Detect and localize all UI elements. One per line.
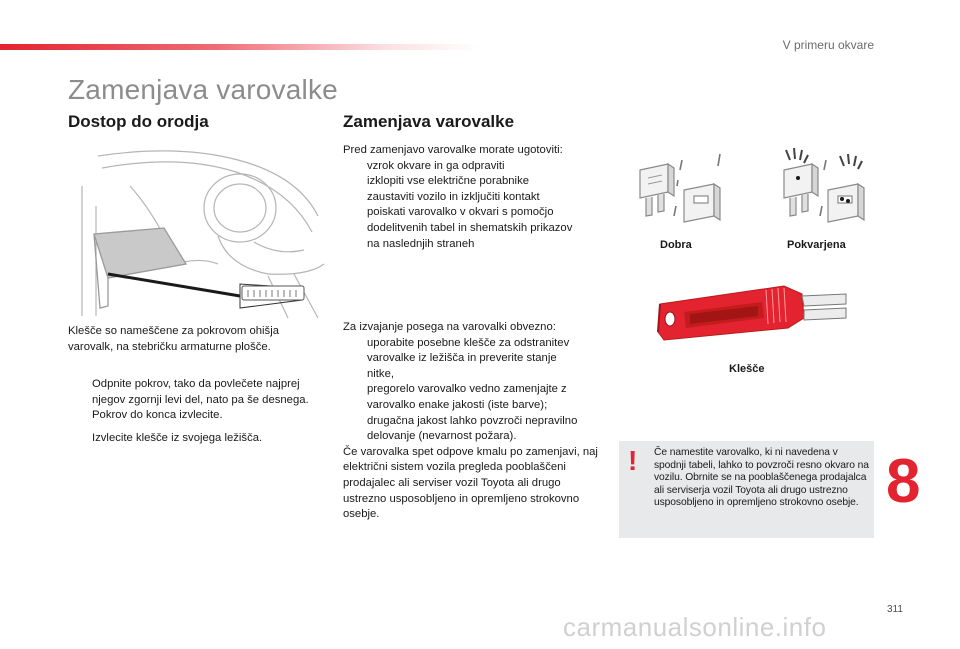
page-number: 311 <box>887 604 903 615</box>
warning-icon: ! <box>628 445 638 476</box>
watermark: carmanualsonline.info <box>563 612 827 642</box>
list-item: vzrok okvare in ga odpraviti <box>367 159 505 172</box>
warning-note <box>619 441 874 538</box>
before-intro: Pred zamenjavo varovalke morate ugotoviti: <box>343 144 563 156</box>
list-item: Odpnite pokrov, tako da povlečete najprej njegov zgornji levi del, nato pa še desnega. <box>92 378 309 406</box>
list-item: zaustaviti vozilo in izključiti kontakt <box>367 190 540 203</box>
list-item: izklopiti vse električne porabnike <box>367 175 530 188</box>
fuse-blown-label: Pokvarjena <box>787 239 846 251</box>
fuse-good-illustration <box>634 146 726 234</box>
left-heading: Dostop do orodja <box>68 112 209 131</box>
list-item: Pokrov do konca izvlecite. <box>92 409 223 422</box>
pliers-illustration <box>654 284 854 342</box>
middle-during-list <box>343 320 605 523</box>
list-item: Izvlecite klešče iz svojega ležišča. <box>92 431 263 444</box>
middle-heading: Zamenjava varovalke <box>343 112 515 131</box>
dashboard-illustration <box>68 146 326 320</box>
warning-note-text: Če namestite varovalko, ki ni navedena v spodnji tabeli, lahko to povzroči resno okvaro na vozilu. Obrnite se na pooblaščenega prodajalca ali serviserja vozil Toyota ali drugo ustrezno usposobljeno in opremljeno strokovno osebje. <box>654 447 869 508</box>
list-item: pregorelo varovalko vedno zamenjajte z varovalko enake jakosti (iste barve); drugačna jakost lahko povzroči nepravilno delovanje (nevarnost požara). <box>367 383 578 443</box>
middle-before-list <box>343 143 605 252</box>
closing-text: Če varovalka spet odpove kmalu po zamenjavi, naj električni sistem vozila pregleda pooblaščeni prodajalec ali serviser vozil Toyota ali drugo ustrezno usposobljeno in opremljeno strokovno osebje. <box>343 445 598 521</box>
left-step-list <box>68 377 326 446</box>
section-label: V primeru okvare <box>782 38 874 52</box>
page-title: Zamenjava varovalke <box>68 74 338 105</box>
left-intro-text: Klešče so nameščene za pokrovom ohišja varovalk, na stebričku armaturne plošče. <box>68 325 279 353</box>
header-accent-bar <box>0 44 480 50</box>
chapter-number: 8 <box>886 447 921 516</box>
fuse-good-label: Dobra <box>660 239 692 251</box>
fuse-blown-illustration <box>774 146 870 234</box>
list-item: poiskati varovalko v okvari s pomočjo dodelitvenih tabel in shematskih prikazov na naslednjih straneh <box>367 206 573 250</box>
during-intro: Za izvajanje posega na varovalki obvezno: <box>343 321 556 333</box>
pliers-label: Klešče <box>729 363 765 375</box>
list-item: uporabite posebne klešče za odstranitev varovalke iz ležišča in preverite stanje nitke, <box>367 336 570 380</box>
